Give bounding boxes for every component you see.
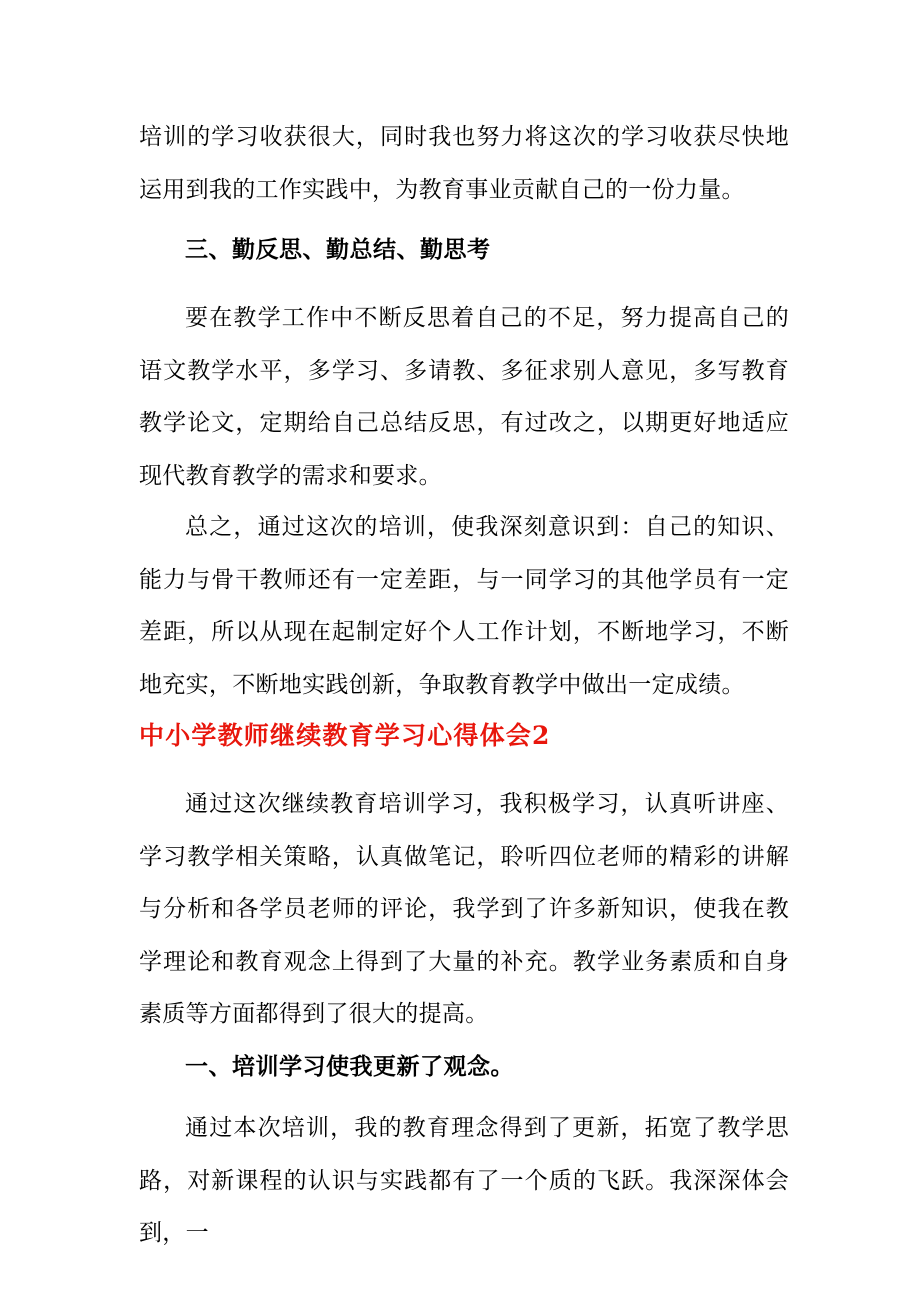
paragraph-reflect: 要在教学工作中不断反思着自己的不足，努力提高自己的语文教学水平，多学习、多请教、多征求别人意见，多写教育教学论文，定期给自己总结反思，有过改之，以期更好地适应现代教育教学的需求和要求。 <box>139 305 789 489</box>
paragraph-intro: 通过这次继续教育培训学习，我积极学习，认真听讲座、学习教学相关策略，认真做笔记，聆听四位老师的精彩的讲解与分析和各学员老师的评论，我学到了许多新知识，使我在教学理论和教育观念上得到了大量的补充。教学业务素质和自身素质等方面都得到了很大的提高。 <box>139 791 789 1027</box>
paragraph-continued: 培训的学习收获很大，同时我也努力将这次的学习收获尽快地运用到我的工作实践中，为教育事业贡献自己的一份力量。 <box>139 124 789 203</box>
section-title: 中小学教师继续教育学习心得体会2 <box>139 721 551 750</box>
subheading-update: 一、培训学习使我更新了观念。 <box>185 1053 514 1080</box>
subheading-reflect: 三、勤反思、勤总结、勤思考 <box>185 236 491 263</box>
paragraph-update: 通过本次培训，我的教育理念得到了更新，拓宽了教学思路，对新课程的认识与实践都有了一个质的飞跃。我深深体会到，一 <box>139 1115 789 1246</box>
paragraph-summary: 总之，通过这次的培训，使我深刻意识到：自己的知识、能力与骨干教师还有一定差距，与一同学习的其他学员有一定差距，所以从现在起制定好个人工作计划，不断地学习，不断地充实，不断地实践创新，争取教育教学中做出一定成绩。 <box>139 514 789 698</box>
